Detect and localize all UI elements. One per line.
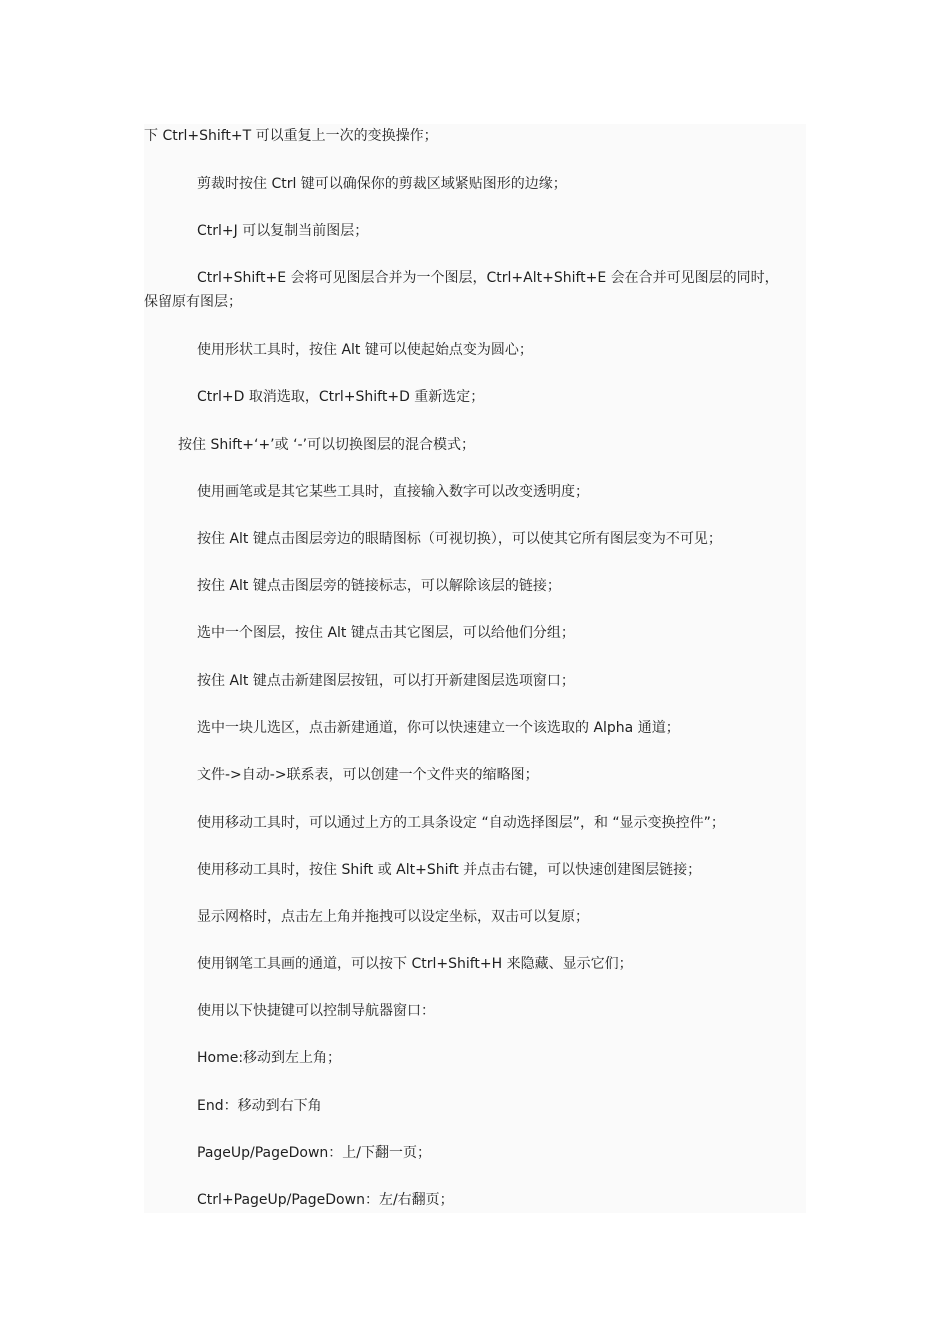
text-line: Home:移动到左上角； [197,1050,342,1066]
text-line: 使用钢笔工具画的通道，可以按下 Ctrl+Shift+H 来隐藏、显示它们； [197,956,633,972]
text-line: 使用形状工具时，按住 Alt 键可以使起始点变为圆心； [197,342,533,358]
text-line: Ctrl+Shift+E 会将可见图层合并为一个图层，Ctrl+Alt+Shift+E 会在合并可见图层的同时， [197,270,779,286]
text-line: 使用移动工具时，可以通过上方的工具条设定 “自动选择图层”，和 “显示变换控件”； [197,815,725,831]
text-line: Ctrl+D 取消选取，Ctrl+Shift+D 重新选定； [197,389,485,405]
text-line: 选中一块儿选区，点击新建通道，你可以快速建立一个该选取的 Alpha 通道； [197,720,680,736]
text-line: 下 Ctrl+Shift+T 可以重复上一次的变换操作； [144,128,438,144]
text-line: 使用以下快捷键可以控制导航器窗口： [197,1003,435,1019]
text-line: 按住 Shift+‘+’或 ‘-’可以切换图层的混合模式； [178,437,476,453]
text-line: 保留原有图层； [144,294,242,310]
text-line: 使用移动工具时，按住 Shift 或 Alt+Shift 并点击右键，可以快速创建图层链接； [197,862,702,878]
text-line: 按住 Alt 键点击新建图层按钮，可以打开新建图层选项窗口； [197,673,575,689]
text-line: 文件->自动->联系表，可以创建一个文件夹的缩略图； [197,767,539,783]
text-line: 按住 Alt 键点击图层旁的链接标志，可以解除该层的链接； [197,578,561,594]
text-line: 显示网格时，点击左上角并拖拽可以设定坐标，双击可以复原； [197,909,589,925]
text-line: 使用画笔或是其它某些工具时，直接输入数字可以改变透明度； [197,484,589,500]
text-line: Ctrl+PageUp/PageDown：左/右翻页； [197,1192,454,1208]
text-line: PageUp/PageDown：上/下翻一页； [197,1145,432,1161]
text-line: 选中一个图层，按住 Alt 键点击其它图层，可以给他们分组； [197,625,575,641]
text-line: 按住 Alt 键点击图层旁边的眼睛图标（可视切换），可以使其它所有图层变为不可见； [197,531,722,547]
text-line: End：移动到右下角 [197,1098,322,1114]
text-line: Ctrl+J 可以复制当前图层； [197,223,369,239]
text-line: 剪裁时按住 Ctrl 键可以确保你的剪裁区域紧贴图形的边缘； [197,176,567,192]
